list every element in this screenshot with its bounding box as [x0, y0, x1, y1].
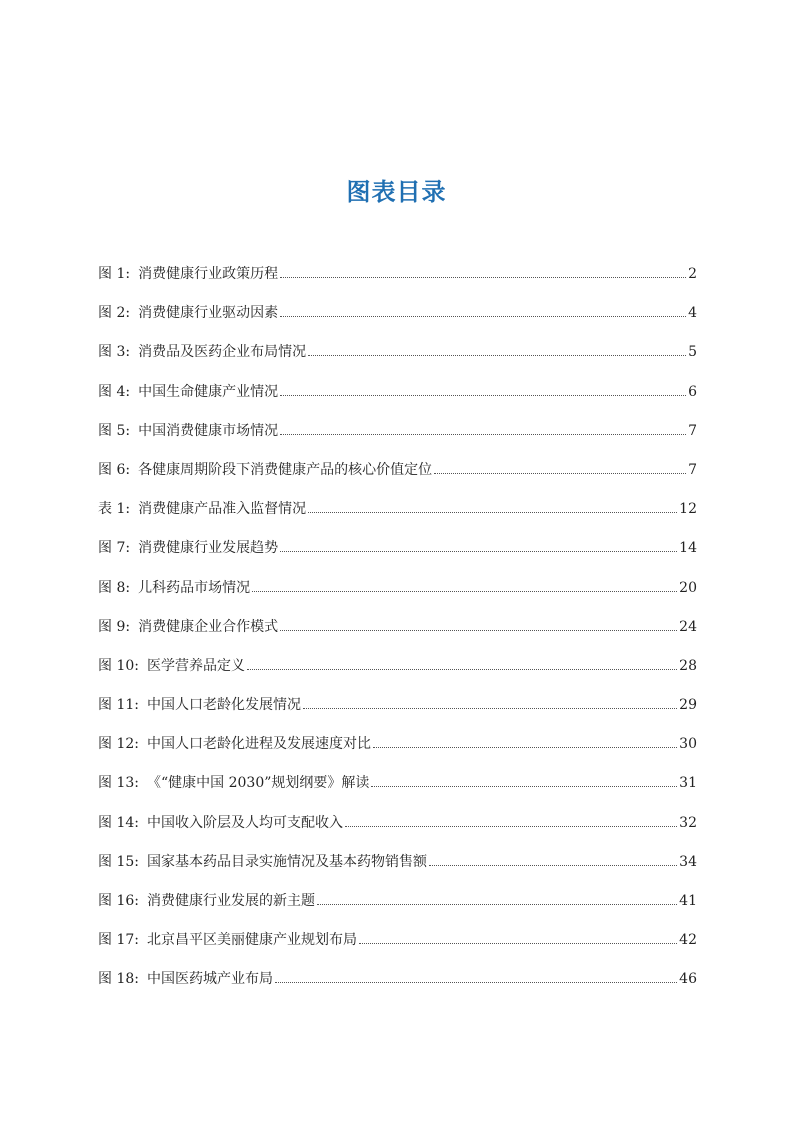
toc-entry[interactable]	[98, 929, 697, 968]
entry-page: 41	[679, 893, 697, 909]
dot-leader	[359, 942, 677, 944]
entry-title: 中国生命健康产业情况	[138, 383, 279, 400]
dot-leader	[247, 668, 677, 670]
entry-title: 中国收入阶层及人均可支配收入	[146, 814, 343, 831]
toc-entry[interactable]	[98, 733, 697, 772]
dot-leader	[280, 394, 686, 396]
entry-page: 20	[679, 579, 697, 596]
entry-page: 2	[688, 266, 697, 282]
entry-label: 图 1:	[98, 266, 131, 282]
entry-page: 32	[679, 814, 697, 831]
entry-label: 图 4:	[98, 383, 131, 400]
toc-entry[interactable]	[98, 890, 697, 929]
entry-page: 34	[679, 853, 697, 870]
entry-label: 表 1:	[98, 501, 131, 518]
entry-title: 消费健康行业发展的新主题	[146, 893, 315, 909]
entry-page: 28	[679, 657, 697, 674]
dot-leader	[429, 864, 677, 866]
dot-leader	[275, 981, 677, 983]
entry-page: 6	[688, 383, 697, 400]
dot-leader	[280, 433, 686, 435]
entry-label: 图 16:	[98, 893, 139, 909]
toc-entry[interactable]	[98, 420, 697, 459]
dot-leader	[434, 472, 686, 474]
entry-title: 医学营养品定义	[146, 657, 245, 674]
page-title: 图表目录	[346, 178, 447, 206]
entry-label: 图 9:	[98, 618, 131, 635]
entry-title: 《“健康中国 2030”规划纲要》解读	[146, 775, 370, 792]
toc-entry[interactable]	[98, 381, 697, 420]
entry-title: 中国医药城产业布局	[146, 971, 273, 988]
dot-leader	[345, 825, 677, 827]
entry-page: 30	[679, 736, 697, 753]
toc-entry[interactable]	[98, 341, 697, 380]
entry-label: 图 6:	[98, 461, 131, 478]
entry-label: 图 2:	[98, 305, 131, 322]
entry-title: 消费健康行业政策历程	[138, 266, 279, 282]
toc-entry[interactable]	[98, 537, 697, 576]
entry-label: 图 11:	[98, 697, 139, 714]
entry-page: 7	[688, 461, 697, 478]
entry-label: 图 13:	[98, 775, 139, 792]
entry-page: 12	[679, 501, 697, 518]
entry-page: 7	[688, 422, 697, 439]
dot-leader	[371, 785, 677, 787]
entry-page: 14	[679, 540, 697, 557]
entry-title: 消费健康产品准入监督情况	[138, 501, 307, 518]
entry-page: 31	[679, 775, 697, 792]
entry-title: 中国人口老龄化发展情况	[146, 697, 301, 714]
entry-label: 图 17:	[98, 932, 139, 949]
entry-title: 各健康周期阶段下消费健康产品的核心价值定位	[138, 461, 433, 478]
entry-page: 46	[679, 971, 697, 988]
entry-page: 42	[679, 932, 697, 949]
dot-leader	[252, 590, 677, 592]
entry-label: 图 10:	[98, 657, 139, 674]
entry-title: 北京昌平区美丽健康产业规划布局	[146, 932, 357, 949]
toc-entry[interactable]	[98, 694, 697, 733]
toc-entry[interactable]	[98, 498, 697, 537]
entry-title: 中国消费健康市场情况	[138, 422, 279, 439]
entry-page: 5	[688, 344, 697, 361]
entry-page: 24	[679, 618, 697, 635]
entry-label: 图 18:	[98, 971, 139, 988]
entry-label: 图 12:	[98, 736, 139, 753]
entry-page: 4	[688, 305, 697, 322]
entry-page: 29	[679, 697, 697, 714]
dot-leader	[317, 903, 677, 905]
entry-title: 国家基本药品目录实施情况及基本药物销售额	[146, 853, 427, 870]
toc-entry[interactable]	[98, 968, 697, 1007]
entry-label: 图 8:	[98, 579, 131, 596]
dot-leader	[303, 707, 677, 709]
dot-leader	[280, 315, 686, 317]
dot-leader	[280, 276, 686, 278]
entry-title: 消费品及医药企业布局情况	[138, 344, 307, 361]
dot-leader	[308, 511, 677, 513]
toc-entry[interactable]	[98, 616, 697, 655]
entry-label: 图 15:	[98, 853, 139, 870]
entry-title: 中国人口老龄化进程及发展速度对比	[146, 736, 371, 753]
toc-entry[interactable]	[98, 772, 697, 811]
entry-title: 消费健康企业合作模式	[138, 618, 279, 635]
toc-entry[interactable]	[98, 263, 697, 302]
entry-label: 图 14:	[98, 814, 139, 831]
toc-entry[interactable]	[98, 459, 697, 498]
toc-entry[interactable]	[98, 655, 697, 694]
table-of-figures	[98, 263, 697, 1008]
entry-label: 图 5:	[98, 422, 131, 439]
entry-title: 儿科药品市场情况	[138, 579, 251, 596]
dot-leader	[280, 550, 677, 552]
dot-leader	[308, 354, 686, 356]
entry-title: 消费健康行业发展趋势	[138, 540, 279, 557]
toc-entry[interactable]	[98, 851, 697, 890]
entry-label: 图 7:	[98, 540, 131, 557]
dot-leader	[373, 746, 677, 748]
entry-label: 图 3:	[98, 344, 131, 361]
dot-leader	[280, 629, 677, 631]
toc-entry[interactable]	[98, 812, 697, 851]
toc-entry[interactable]	[98, 577, 697, 616]
entry-title: 消费健康行业驱动因素	[138, 305, 279, 322]
toc-entry[interactable]	[98, 302, 697, 341]
